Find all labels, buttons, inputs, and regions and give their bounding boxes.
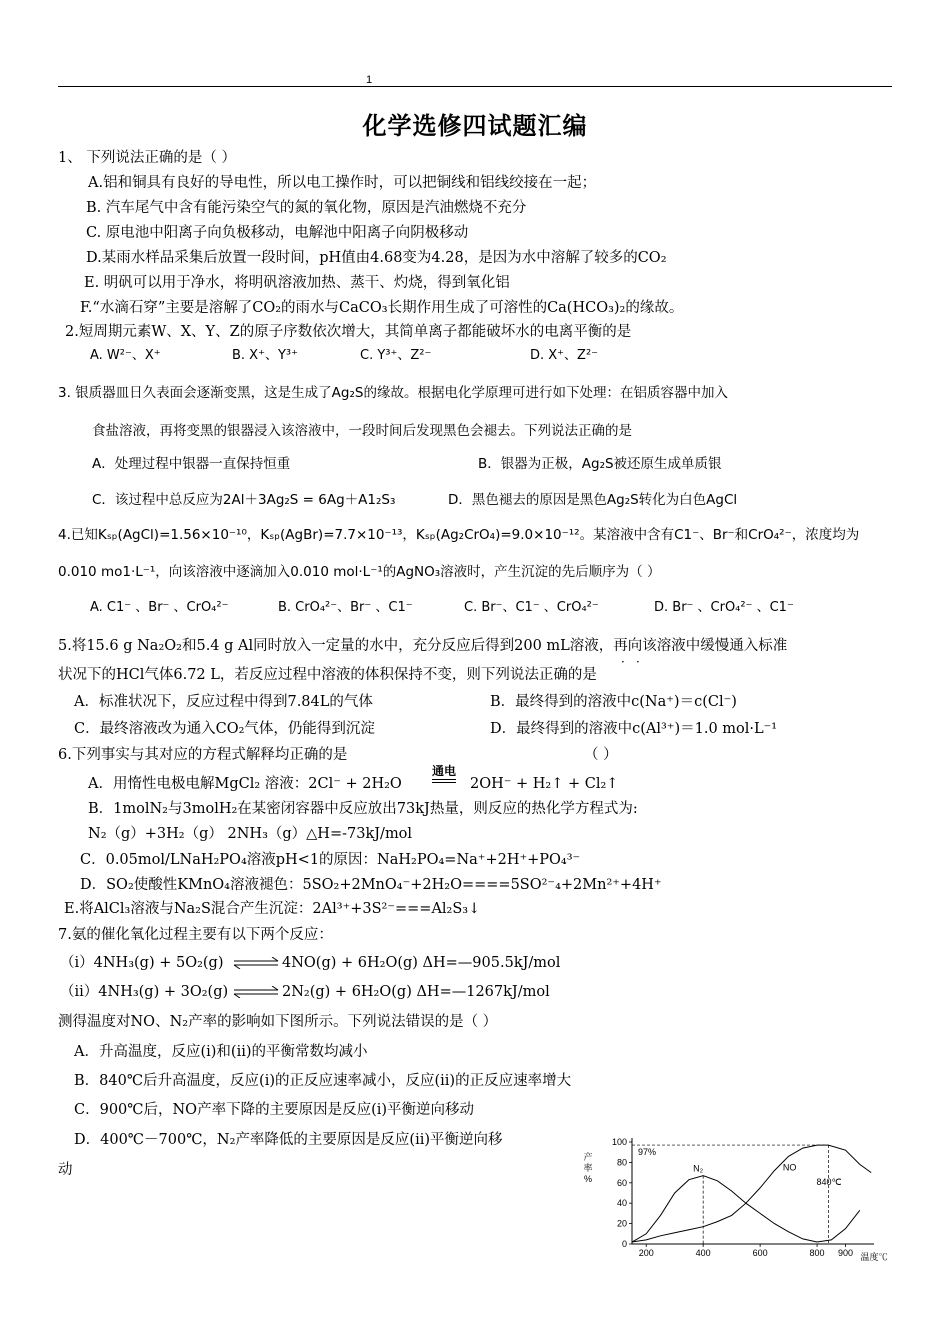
- equilibrium-arrow: [232, 986, 280, 998]
- y-axis-label: %: [583, 1174, 593, 1184]
- question-1-option-a: A.铝和铜具有良好的导电性，所以电工操作时，可以把铜线和铝线绞接在一起；: [88, 175, 597, 191]
- y-tick-label: 100: [611, 1137, 627, 1147]
- question-6-option-b: B．1molN₂与3molH₂在某密闭容器中反应放出73kJ热量，则反应的热化学方程式为:: [88, 801, 638, 817]
- question-6-option-b-equation: N₂（g）+3H₂（g） 2NH₃（g）△H=-73kJ/mol: [88, 826, 413, 842]
- emphasis-dot: ·: [636, 655, 640, 669]
- question-6-option-d: D．SO₂使酸性KMnO₄溶液褪色：5SO₂+2MnO₄⁻+2H₂O====5SO²⁻₄+2Mn²⁺+4H⁺: [80, 877, 662, 893]
- series-label-n2: N₂: [693, 1163, 704, 1174]
- question-5-option-c: C．最终溶液改为通入CO₂气体，仍能得到沉淀: [74, 721, 375, 737]
- question-3-option-b: B．银器为正极，Ag₂S被还原生成单质银: [478, 456, 722, 472]
- x-axis-label: 温度℃: [860, 1252, 888, 1262]
- question-4-stem-cont: 0.010 mo1·L⁻¹，向该溶液中逐滴加入0.010 mol·L⁻¹的AgNO₃溶液时，产生沉淀的先后顺序为（ ）: [58, 564, 661, 580]
- question-3-option-c: C．该过程中总反应为2Al＋3Ag₂S = 6Ag＋A1₂S₃: [92, 492, 396, 508]
- question-7-stem: 7.氨的催化氧化过程主要有以下两个反应：: [58, 927, 333, 943]
- reaction-1-products: 4NO(g) + 6H₂O(g) ΔH=—905.5kJ/mol: [282, 955, 561, 971]
- reaction-1-reactants: （ⅰ）4NH₃(g) + 5O₂(g): [60, 955, 224, 971]
- page-number: 1: [366, 74, 373, 86]
- question-6-option-a-products: 2OH⁻ + H₂↑ + Cl₂↑: [470, 776, 619, 792]
- question-6-blank: （ ）: [584, 747, 618, 763]
- question-4-stem: 4.已知Kₛₚ(AgCl)=1.56×10⁻¹⁰，Kₛₚ(AgBr)=7.7×10⁻¹³，Kₛₚ(Ag₂CrO₄)=9.0×10⁻¹²。某溶液中含有C1⁻、Br⁻和CrO₄²⁻，浓度均为: [58, 527, 860, 543]
- x-tick-label: 200: [638, 1248, 654, 1258]
- question-7-option-a: A．升高温度，反应(ⅰ)和(ⅱ)的平衡常数均减小: [74, 1044, 368, 1060]
- question-5-option-b: B．最终得到的溶液中c(Na⁺)＝c(Cl⁻): [490, 694, 737, 710]
- reaction-2-products: 2N₂(g) + 6H₂O(g) ΔH=—1267kJ/mol: [282, 984, 550, 1000]
- question-5-option-a: A．标准状况下，反应过程中得到7.84L的气体: [74, 694, 373, 710]
- y-tick-label: 60: [616, 1177, 627, 1188]
- question-2-option-a: A. W²⁻、X⁺: [90, 348, 161, 363]
- reaction-2-reactants: （ⅱ）4NH₃(g) + 3O₂(g): [60, 984, 229, 1000]
- annotation-97: 97%: [638, 1147, 657, 1158]
- question-7-option-d: D．400℃－700℃，N₂产率降低的主要原因是反应(ⅱ)平衡逆向移: [74, 1132, 503, 1148]
- question-4-option-d: D. Br⁻ 、CrO₄²⁻ 、C1⁻: [654, 600, 794, 615]
- question-7-option-d-cont: 动: [58, 1162, 73, 1178]
- header-rule: [58, 86, 892, 87]
- question-4-option-a: A. C1⁻ 、Br⁻ 、CrO₄²⁻: [90, 600, 229, 615]
- page-title: 化学选修四试题汇编: [362, 112, 588, 140]
- x-tick-label: 600: [752, 1248, 768, 1258]
- y-tick-label: 80: [616, 1157, 627, 1168]
- x-tick-label: 800: [809, 1248, 825, 1258]
- question-1-option-c: C. 原电池中阳离子向负极移动，电解池中阳离子向阴极移动: [86, 225, 469, 241]
- question-6-option-a: A．用惰性电极电解MgCl₂ 溶液：2Cl⁻ + 2H₂O: [88, 776, 402, 792]
- question-2-option-c: C. Y³⁺、Z²⁻: [360, 348, 432, 363]
- question-4-option-b: B. CrO₄²⁻、Br⁻ 、C1⁻: [278, 600, 413, 615]
- question-2-option-d: D. X⁺、Z²⁻: [530, 348, 599, 363]
- question-6-stem: 6.下列事实与其对应的方程式解释均正确的是: [58, 747, 348, 763]
- y-tick-label: 40: [616, 1198, 627, 1209]
- yield-temperature-chart: [578, 1130, 893, 1262]
- question-1-stem: 1、 下列说法正确的是（ ）: [58, 150, 236, 166]
- question-7-prompt: 测得温度对NO、N₂产率的影响如下图所示。下列说法错误的是（ ）: [58, 1014, 498, 1030]
- question-5-option-d: D．最终得到的溶液中c(Al³⁺)＝1.0 mol·L⁻¹: [490, 721, 778, 737]
- y-tick-label: 0: [621, 1239, 627, 1249]
- question-5-stem-cont: 状况下的HCl气体6.72 L，若反应过程中溶液的体积保持不变，则下列说法正确的是: [58, 667, 597, 683]
- y-tick-label: 20: [616, 1218, 627, 1229]
- question-1-option-b: B. 汽车尾气中含有能污染空气的氮的氧化物，原因是汽油燃烧不充分: [86, 200, 527, 216]
- question-5-stem: 5.将15.6 g Na₂O₂和5.4 g Al同时放入一定量的水中，充分反应后得到200 mL溶液，再向该溶液中缓慢通入标准: [58, 638, 788, 654]
- question-6-option-e: E.将AlCl₃溶液与Na₂S混合产生沉淀：2Al³⁺+3S²⁻===Al₂S₃↓: [64, 901, 481, 917]
- emphasis-dot: ·: [621, 655, 625, 669]
- question-4-option-c: C. Br⁻、C1⁻ 、CrO₄²⁻: [464, 600, 599, 615]
- question-7-option-c: C．900℃后，NO产率下降的主要原因是反应(ⅰ)平衡逆向移动: [74, 1102, 475, 1118]
- question-7-option-b: B．840℃后升高温度，反应(ⅰ)的正反应速率减小，反应(ⅱ)的正反应速率增大: [74, 1073, 572, 1089]
- question-3-stem-cont: 食盐溶液，再将变黑的银器浸入该溶液中，一段时间后发现黑色会褪去。下列说法正确的是: [92, 423, 632, 439]
- annotation-840: 840℃: [816, 1176, 842, 1187]
- question-2-stem: 2.短周期元素W、X、Y、Z的原子序数依次增大，其简单离子都能破坏水的电离平衡的是: [65, 324, 632, 340]
- x-tick-label: 900: [838, 1248, 854, 1258]
- series-label-no: NO: [782, 1162, 797, 1173]
- question-2-option-b: B. X⁺、Y³⁺: [232, 348, 298, 363]
- equilibrium-arrow: [232, 957, 280, 969]
- question-6-option-c: C．0.05mol/LNaH₂PO₄溶液pH<1的原因：NaH₂PO₄=Na⁺+2H⁺+PO₄³⁻: [80, 852, 581, 868]
- series-line-1: [632, 1145, 871, 1242]
- electrolysis-label: 通电: [431, 764, 456, 778]
- equals-sign: [432, 779, 456, 783]
- x-tick-label: 400: [695, 1248, 711, 1258]
- question-1-option-e: E. 明矾可以用于净水，将明矾溶液加热、蒸干、灼烧，得到氧化铝: [84, 275, 510, 291]
- question-3-option-d: D．黑色褪去的原因是黑色Ag₂S转化为白色AgCl: [448, 492, 738, 508]
- electrolysis-condition: [428, 765, 460, 784]
- question-3-option-a: A．处理过程中银器一直保持恒重: [92, 456, 291, 472]
- y-axis-label: 率: [583, 1163, 593, 1173]
- question-1-option-d: D.某雨水样品采集后放置一段时间，pH值由4.68变为4.28，是因为水中溶解了较多的CO₂: [86, 250, 667, 266]
- question-3-stem: 3. 银质器皿日久表面会逐渐变黑，这是生成了Ag₂S的缘故。根据电化学原理可进行如下处理：在铝质容器中加入: [58, 385, 728, 401]
- y-axis-label: 产: [583, 1152, 593, 1162]
- question-1-option-f: F.“水滴石穿”主要是溶解了CO₂的雨水与CaCO₃长期作用生成了可溶性的Ca(HCO₃)₂的缘故。: [80, 300, 684, 316]
